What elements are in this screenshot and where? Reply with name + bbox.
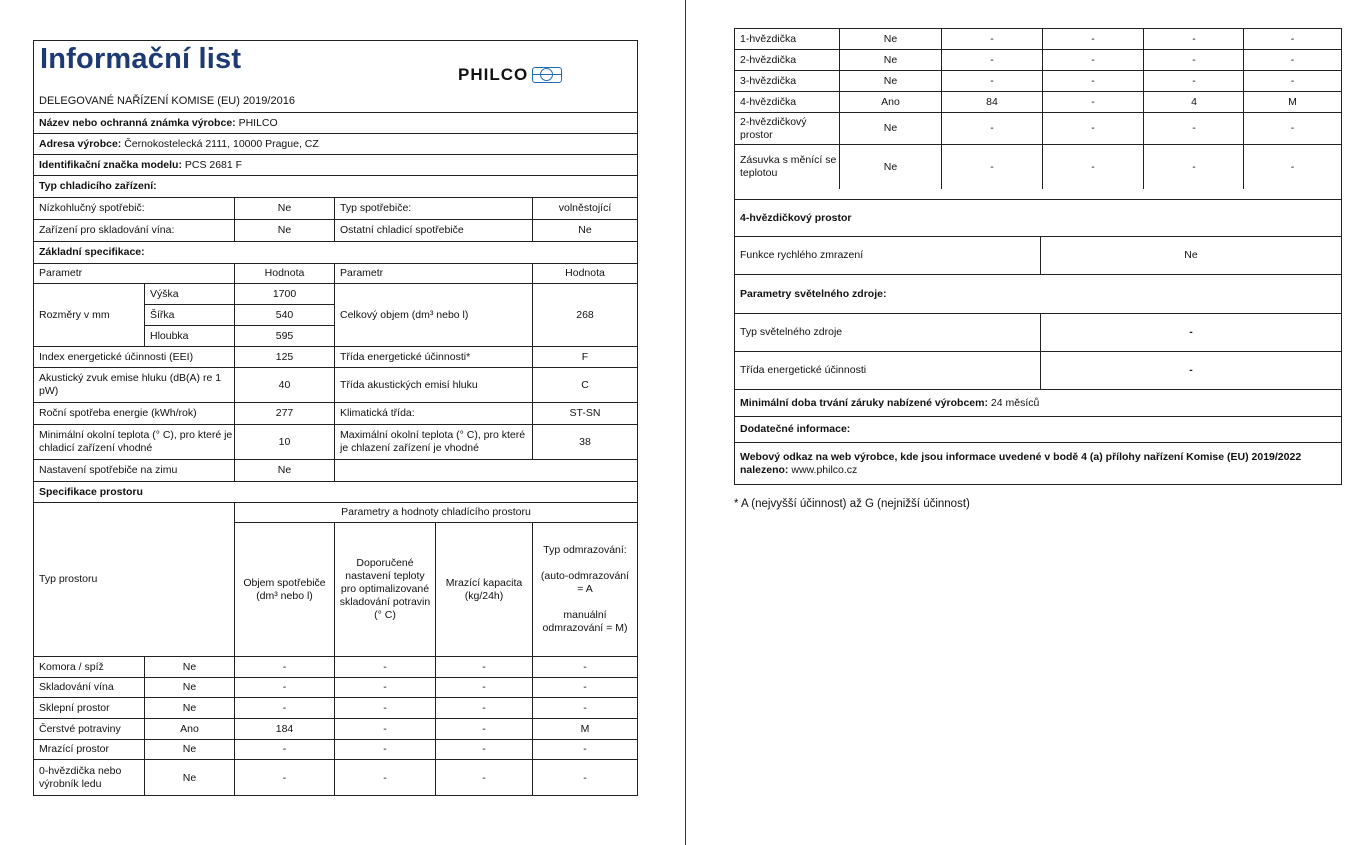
dim-width-value: 540 <box>234 304 334 325</box>
right-compartment-row-1-col-2: - <box>941 49 1042 70</box>
left-compartment-row-2-col-2: - <box>234 697 334 718</box>
right-compartment-row-0-col-4: - <box>1143 28 1244 49</box>
left-compartment-row-3-col-2: 184 <box>234 718 334 739</box>
compartment-type-label: Typ prostoru <box>34 502 234 656</box>
compartments-heading: Specifikace prostoru <box>34 481 637 502</box>
other-appliance-label: Ostatní chladicí spotřebiče <box>334 219 532 241</box>
right-compartment-row-1-col-4: - <box>1143 49 1244 70</box>
right-compartment-row-1-col-1: Ne <box>839 49 941 70</box>
right-compartment-row-4-col-3: - <box>1042 112 1143 144</box>
climate-class-label: Klimatická třída: <box>334 402 532 424</box>
page-divider <box>685 0 686 845</box>
right-compartment-row-4-col-4: - <box>1143 112 1244 144</box>
specs-heading: Základní specifikace: <box>34 241 637 263</box>
col-freeze-label: Mrazící kapacita (kg/24h) <box>435 522 532 656</box>
right-compartment-row-2-col-4: - <box>1143 70 1244 91</box>
supplier-address-row <box>34 133 637 154</box>
appliance-type-heading: Typ chladicího zařízení: <box>34 175 637 197</box>
right-compartment-row-5-col-3: - <box>1042 144 1143 189</box>
light-heading: Parametry světelného zdroje: <box>735 274 1341 313</box>
right-compartment-row-3-col-2: 84 <box>941 91 1042 112</box>
left-compartment-row-3-col-5: M <box>532 718 637 739</box>
supplier-name-label: Název nebo ochranná známka výrobce: <box>39 116 236 129</box>
left-compartment-row-5-col-4: - <box>435 759 532 796</box>
left-compartment-row-4-col-1: Ne <box>144 739 234 759</box>
left-compartment-row-2-col-5: - <box>532 697 637 718</box>
volume-label: Celkový objem (dm³ nebo l) <box>334 283 532 346</box>
light-type-value: - <box>1040 313 1341 351</box>
col-defrost-label: Typ odmrazování: (auto-odmrazování = A manuální odmrazování = M) <box>532 522 637 656</box>
noise-value: 40 <box>234 367 334 402</box>
left-compartment-row-4-col-4: - <box>435 739 532 759</box>
col-value-left: Hodnota <box>234 263 334 283</box>
web-link-row <box>735 442 1341 484</box>
regulation-text: DELEGOVANÉ NAŘÍZENÍ KOMISE (EU) 2019/2016 <box>39 95 295 107</box>
left-compartment-row-1-col-4: - <box>435 677 532 697</box>
winter-value: Ne <box>234 459 334 481</box>
right-compartment-row-0-col-2: - <box>941 28 1042 49</box>
web-link-value[interactable]: www.philco.cz <box>791 463 858 476</box>
left-compartment-row-0-col-4: - <box>435 656 532 677</box>
right-compartment-row-1-col-0: 2-hvězdička <box>735 49 839 70</box>
right-compartment-row-4-col-2: - <box>941 112 1042 144</box>
other-appliance-value: Ne <box>532 219 637 241</box>
right-compartment-row-5-col-5: - <box>1243 144 1341 189</box>
light-class-label: Třída energetické účinnosti <box>735 351 1040 389</box>
right-compartment-row-2-col-1: Ne <box>839 70 941 91</box>
left-compartment-row-2-col-3: - <box>334 697 435 718</box>
appliance-kind-label: Typ spotřebiče: <box>334 197 532 219</box>
left-compartment-row-1-col-3: - <box>334 677 435 697</box>
low-noise-value: Ne <box>234 197 334 219</box>
model-value: PCS 2681 F <box>184 158 243 171</box>
col-param-right: Parametr <box>334 263 532 283</box>
wine-storage-label: Zařízení pro skladování vína: <box>34 219 234 241</box>
model-row <box>34 154 637 175</box>
left-compartment-row-3-col-1: Ano <box>144 718 234 739</box>
right-compartment-row-2-col-3: - <box>1042 70 1143 91</box>
col-value-right: Hodnota <box>532 263 637 283</box>
right-compartment-row-1-col-5: - <box>1243 49 1341 70</box>
additional-heading: Dodatečné informace: <box>735 416 1341 442</box>
left-compartment-row-5-col-1: Ne <box>144 759 234 796</box>
right-compartment-row-0-col-3: - <box>1042 28 1143 49</box>
left-compartment-row-3-col-4: - <box>435 718 532 739</box>
warranty-label: Minimální doba trvání záruky nabízené výrobcem: <box>740 396 988 409</box>
wine-storage-value: Ne <box>234 219 334 241</box>
left-compartment-row-4-col-0: Mrazící prostor <box>34 739 144 759</box>
compartment-params-heading: Parametry a hodnoty chladícího prostoru <box>234 502 637 522</box>
dim-width-label: Šířka <box>144 304 234 325</box>
col-param-left: Parametr <box>34 263 234 283</box>
warranty-value: 24 měsíců <box>990 396 1040 409</box>
low-noise-label: Nízkohlučný spotřebič: <box>34 197 234 219</box>
noise-label: Akustický zvuk emise hluku (dB(A) re 1 pW) <box>34 367 234 402</box>
right-compartment-row-4-col-5: - <box>1243 112 1341 144</box>
dimensions-label: Rozměry v mm <box>34 283 144 346</box>
right-compartment-row-5-col-0: Zásuvka s měnící se teplotou <box>735 144 839 189</box>
left-compartment-row-0-col-3: - <box>334 656 435 677</box>
fast-freeze-label: Funkce rychlého zmrazení <box>735 236 1040 274</box>
left-compartment-row-2-col-4: - <box>435 697 532 718</box>
right-compartment-row-0-col-1: Ne <box>839 28 941 49</box>
right-compartment-row-0-col-5: - <box>1243 28 1341 49</box>
left-compartment-row-4-col-3: - <box>334 739 435 759</box>
dim-depth-label: Hloubka <box>144 325 234 346</box>
right-compartment-row-5-col-4: - <box>1143 144 1244 189</box>
left-compartment-row-0-col-5: - <box>532 656 637 677</box>
left-compartment-row-2-col-1: Ne <box>144 697 234 718</box>
right-compartment-row-4-col-1: Ne <box>839 112 941 144</box>
right-compartment-row-0-col-0: 1-hvězdička <box>735 28 839 49</box>
left-compartment-row-3-col-0: Čerstvé potraviny <box>34 718 144 739</box>
left-compartment-row-1-col-1: Ne <box>144 677 234 697</box>
left-compartment-row-1-col-5: - <box>532 677 637 697</box>
four-star-heading: 4-hvězdičkový prostor <box>735 199 1341 236</box>
noise-class-value: C <box>532 367 637 402</box>
energy-class-value: F <box>532 346 637 367</box>
model-label: Identifikační značka modelu: <box>39 158 182 171</box>
empty-cell <box>334 459 637 481</box>
supplier-address-value: Černokostelecká 2111, 10000 Prague, CZ <box>124 137 319 150</box>
noise-class-label: Třída akustických emisí hluku <box>334 367 532 402</box>
right-compartment-row-5-col-2: - <box>941 144 1042 189</box>
page-title: Informační list <box>40 43 242 75</box>
left-compartment-row-0-col-1: Ne <box>144 656 234 677</box>
dim-height-label: Výška <box>144 283 234 304</box>
light-class-value: - <box>1040 351 1341 389</box>
left-compartment-row-5-col-5: - <box>532 759 637 796</box>
annual-energy-value: 277 <box>234 402 334 424</box>
right-compartment-row-2-col-2: - <box>941 70 1042 91</box>
eei-value: 125 <box>234 346 334 367</box>
dim-depth-value: 595 <box>234 325 334 346</box>
col-temp-label: Doporučené nastavení teploty pro optimalizované skladování potravin (° C) <box>334 522 435 656</box>
right-compartment-row-5-col-1: Ne <box>839 144 941 189</box>
footnote: * A (nejvyšší účinnost) až G (nejnižší účinnost) <box>734 498 970 510</box>
logo-text: PHILCO <box>458 65 529 84</box>
left-compartment-row-4-col-2: - <box>234 739 334 759</box>
supplier-address-label: Adresa výrobce: <box>39 137 122 150</box>
left-compartment-row-5-col-3: - <box>334 759 435 796</box>
globe-icon <box>532 67 562 83</box>
info-sheet-left <box>33 40 638 796</box>
left-compartment-row-1-col-2: - <box>234 677 334 697</box>
left-compartment-row-5-col-0: 0-hvězdička nebo výrobník ledu <box>34 759 144 796</box>
annual-energy-label: Roční spotřeba energie (kWh/rok) <box>34 402 234 424</box>
eei-label: Index energetické účinnosti (EEI) <box>34 346 234 367</box>
supplier-name-row <box>34 112 637 133</box>
right-compartment-row-2-col-5: - <box>1243 70 1341 91</box>
right-compartment-row-3-col-0: 4-hvězdička <box>735 91 839 112</box>
right-compartment-row-4-col-0: 2-hvězdičkový prostor <box>735 112 839 144</box>
left-compartment-row-0-col-0: Komora / spíž <box>34 656 144 677</box>
left-compartment-row-0-col-2: - <box>234 656 334 677</box>
left-compartment-row-5-col-2: - <box>234 759 334 796</box>
energy-class-label: Třída energetické účinnosti* <box>334 346 532 367</box>
right-compartment-row-3-col-3: - <box>1042 91 1143 112</box>
left-compartment-row-3-col-3: - <box>334 718 435 739</box>
right-compartment-row-3-col-5: M <box>1243 91 1341 112</box>
light-type-label: Typ světelného zdroje <box>735 313 1040 351</box>
web-link-label: Webový odkaz na web výrobce, kde jsou informace uvedené v bodě 4 (a) přílohy nařízení Komise (EU) 2019/2022 nalezeno: <box>740 450 1302 476</box>
col-volume-label: Objem spotřebiče (dm³ nebo l) <box>234 522 334 656</box>
right-compartment-row-3-col-1: Ano <box>839 91 941 112</box>
climate-class-value: ST-SN <box>532 402 637 424</box>
right-compartment-row-2-col-0: 3-hvězdička <box>735 70 839 91</box>
max-temp-label: Maximální okolní teplota (° C), pro které je chlazení zařízení je vhodné <box>334 424 532 459</box>
left-compartment-row-1-col-0: Skladování vína <box>34 677 144 697</box>
supplier-name-value: PHILCO <box>238 116 278 129</box>
appliance-kind-value: volněstojící <box>532 197 637 219</box>
max-temp-value: 38 <box>532 424 637 459</box>
info-sheet-right <box>734 28 1342 485</box>
volume-value: 268 <box>532 283 637 346</box>
warranty-row <box>735 389 1341 416</box>
left-compartment-row-2-col-0: Sklepní prostor <box>34 697 144 718</box>
min-temp-value: 10 <box>234 424 334 459</box>
dim-height-value: 1700 <box>234 283 334 304</box>
philco-logo <box>458 65 562 85</box>
winter-label: Nastavení spotřebiče na zimu <box>34 459 234 481</box>
right-compartment-row-1-col-3: - <box>1042 49 1143 70</box>
left-compartment-row-4-col-5: - <box>532 739 637 759</box>
min-temp-label: Minimální okolní teplota (° C), pro které je chladicí zařízení vhodné <box>34 424 234 459</box>
right-compartment-row-3-col-4: 4 <box>1143 91 1244 112</box>
fast-freeze-value: Ne <box>1040 236 1341 274</box>
